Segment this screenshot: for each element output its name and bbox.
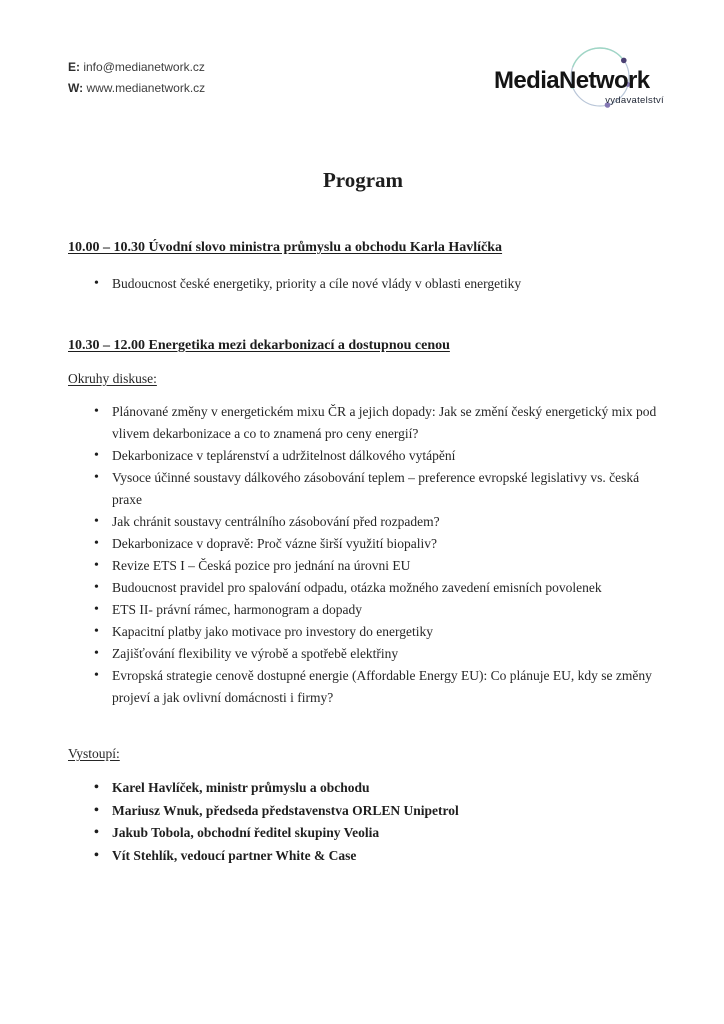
list-item: • Revize ETS I – Česká pozice pro jednání na úrovni EU xyxy=(68,555,658,577)
list-item: • Zajišťování flexibility ve výrobě a spotřebě elektřiny xyxy=(68,643,658,665)
list-item: • ETS II- právní rámec, harmonogram a dopady xyxy=(68,599,658,621)
logo-wordmark: MediaNetwork xyxy=(494,67,650,94)
web-label: W: xyxy=(68,81,84,95)
speaker-item: • Mariusz Wnuk, předseda představenstva ORLEN Unipetrol xyxy=(68,800,658,823)
page-title: Program xyxy=(322,168,404,192)
list-item: • Evropská strategie cenově dostupné energie (Affordable Energy EU): Co plánuje EU, kdy se změny projeví a jak ovlivní domácnosti i firmy? xyxy=(68,665,658,709)
speakers-label: Vystoupí: xyxy=(68,746,120,761)
section1-bullet-list xyxy=(68,273,658,295)
list-item: • Dekarbonizace v dopravě: Proč vázne širší využití biopaliv? xyxy=(68,533,658,555)
list-item: • Kapacitní platby jako motivace pro investory do energetiky xyxy=(68,621,658,643)
section1-heading: 10.00 – 10.30 Úvodní slovo ministra průmyslu a obchodu Karla Havlíčka xyxy=(68,240,503,255)
list-item: • Budoucnost české energetiky, priority a cíle nové vlády v oblasti energetiky xyxy=(68,273,658,295)
discussion-topics-label: Okruhy diskuse: xyxy=(68,371,157,386)
document-content xyxy=(68,0,658,867)
web-value: www.medianetwork.cz xyxy=(86,81,206,95)
speaker-item: • Karel Havlíček, ministr průmyslu a obchodu xyxy=(68,777,658,800)
list-item: • Plánované změny v energetickém mixu ČR a jejich dopady: Jak se změní český energetický mix pod vlivem dekarbonizace a co to znamená pro ceny energií? xyxy=(68,401,658,445)
speaker-item: • Vít Stehlík, vedoucí partner White & Case xyxy=(68,845,658,868)
section2-heading: 10.30 – 12.00 Energetika mezi dekarbonizací a dostupnou cenou xyxy=(68,338,450,353)
email-value: info@medianetwork.cz xyxy=(83,60,205,74)
list-item: • Budoucnost pravidel pro spalování odpadu, otázka možného zavedení emisních povolenek xyxy=(68,577,658,599)
speaker-item: • Jakub Tobola, obchodní ředitel skupiny Veolia xyxy=(68,822,658,845)
discussion-bullet-list xyxy=(68,401,658,709)
speakers-list xyxy=(68,777,658,867)
list-item: • Vysoce účinné soustavy dálkového zásobování teplem – preference evropské legislativy vs. česká praxe xyxy=(68,467,658,511)
list-item: • Dekarbonizace v teplárenství a udržitelnost dálkového vytápění xyxy=(68,445,658,467)
logo-tagline: vydavatelství xyxy=(605,95,664,106)
list-item: • Jak chránit soustavy centrálního zásobování před rozpadem? xyxy=(68,511,658,533)
email-label: E: xyxy=(68,60,80,74)
